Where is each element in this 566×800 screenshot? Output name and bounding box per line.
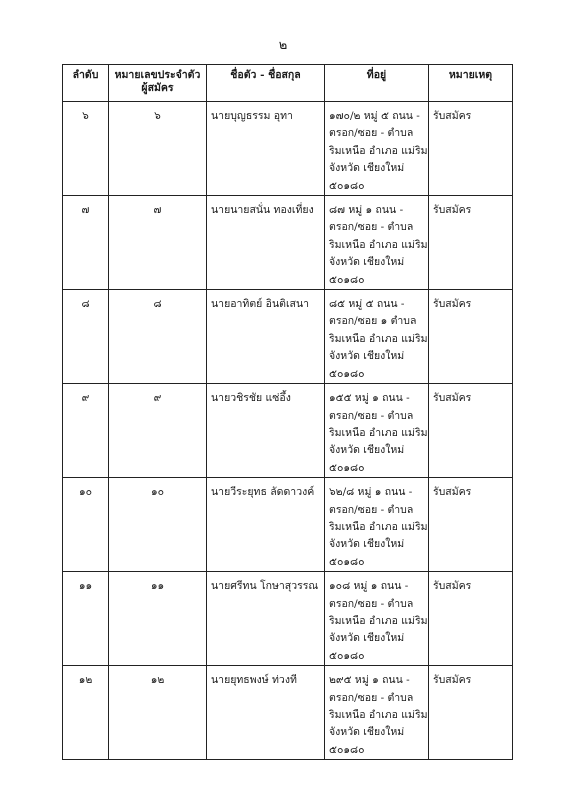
address-line: ๘๗ หมู่ ๑ ถนน - [329,204,404,217]
candidate-id-cell: ๘ [109,290,207,384]
table-row [63,290,513,384]
name-cell: นายอาทิตย์ อินติเสนา [207,290,325,384]
page-number: ๒ [278,38,288,53]
address-line: ๕๐๑๘๐ [329,273,365,286]
header-order: ลำดับ [63,65,109,102]
address-line: จังหวัด เชียงใหม่ [329,162,405,175]
name-cell: นายยุทธพงษ์ ท่วงที [207,666,325,760]
table-row [63,384,513,478]
address-line: ๑๐๘ หมู่ ๑ ถนน - [329,580,409,593]
address-cell [325,572,429,666]
note-cell: รับสมัคร [429,384,513,478]
candidate-id-cell: ๑๒ [109,666,207,760]
address-line: จังหวัด เชียงใหม่ [329,632,405,645]
address-line: ๕๐๑๘๐ [329,461,365,474]
address-cell [325,666,429,760]
candidate-id-cell: ๖ [109,102,207,196]
candidate-id-cell: ๙ [109,384,207,478]
address-line: ๕๐๑๘๐ [329,367,365,380]
order-cell: ๘ [63,290,109,384]
name-cell: นายวีระยุทธ ลัดดาวงค์ [207,478,325,572]
header-note: หมายเหตุ [429,65,513,102]
address-line: ตรอก/ซอย - ตำบล [329,127,414,140]
note-cell: รับสมัคร [429,478,513,572]
address-line: ๕๐๑๘๐ [329,179,365,192]
address-line: ริมเหนือ อำเภอ แม่ริม [329,709,428,721]
header-candidate-id: หมายเลขประจำตัว ผู้สมัคร [109,65,207,102]
note-cell: รับสมัคร [429,290,513,384]
name-cell: นายวชิรชัย แซ่อึ้ง [207,384,325,478]
address-line: ริมเหนือ อำเภอ แม่ริม [329,332,428,345]
order-cell: ๑๒ [63,666,109,760]
address-line: ตรอก/ซอย - ตำบล [329,503,414,516]
address-line: ริมเหนือ อำเภอ แม่ริม [329,426,428,439]
note-cell: รับสมัคร [429,666,513,760]
address-line: ตรอก/ซอย - ตำบล [329,221,414,234]
order-cell: ๙ [63,384,109,478]
order-cell: ๑๑ [63,572,109,666]
address-line: ๑๕๕ หมู่ ๑ ถนน - [329,392,410,405]
order-cell: ๗ [63,196,109,290]
address-line: ๖๒/๘ หมู่ ๑ ถนน - [329,486,413,499]
address-cell [325,478,429,572]
note-cell: รับสมัคร [429,196,513,290]
address-line: ตรอก/ซอย - ตำบล [329,597,414,610]
note-cell: รับสมัคร [429,102,513,196]
address-line: ตรอก/ซอย - ตำบล [329,691,414,704]
name-cell: นายนายสนั่น ทองเที่ยง [207,196,325,290]
header-name: ชื่อตัว - ชื่อสกุล [207,65,325,102]
address-line: ตรอก/ซอย ๑ ตำบล [329,315,417,328]
address-line: ริมเหนือ อำเภอ แม่ริม [329,144,428,157]
table-header-row [63,65,513,102]
table-row [63,666,513,760]
address-line: ๒๙๕ หมู่ ๑ ถนน - [329,674,410,687]
address-cell [325,290,429,384]
table-row [63,478,513,572]
header-address: ที่อยู่ [325,65,429,102]
address-line: ริมเหนือ อำเภอ แม่ริม [329,520,428,533]
address-cell [325,384,429,478]
address-line: ๕๐๑๘๐ [329,743,365,756]
address-line: ริมเหนือ อำเภอ แม่ริม [329,614,428,627]
order-cell: ๖ [63,102,109,196]
address-line: ๘๕ หมู่ ๕ ถนน - [329,298,405,311]
address-cell [325,102,429,196]
note-cell: รับสมัคร [429,572,513,666]
table-row [63,102,513,196]
order-cell: ๑๐ [63,478,109,572]
candidate-id-cell: ๑๑ [109,572,207,666]
address-line: จังหวัด เชียงใหม่ [329,350,405,363]
candidate-table [62,64,513,760]
candidate-id-cell: ๗ [109,196,207,290]
address-line: ริมเหนือ อำเภอ แม่ริม [329,238,428,251]
address-line: จังหวัด เชียงใหม่ [329,726,405,739]
name-cell: นายศรีทน โกษาสุวรรณ [207,572,325,666]
name-cell: นายบุญธรรม อุทา [207,102,325,196]
address-line: ๕๐๑๘๐ [329,649,365,662]
address-line: ๕๐๑๘๐ [329,555,365,568]
address-line: จังหวัด เชียงใหม่ [329,538,405,551]
table-row [63,196,513,290]
address-line: จังหวัด เชียงใหม่ [329,444,405,457]
address-line: ตรอก/ซอย - ตำบล [329,409,414,422]
address-line: ๑๗๐/๒ หมู่ ๕ ถนน - [329,110,420,122]
address-line: จังหวัด เชียงใหม่ [329,256,405,269]
address-cell [325,196,429,290]
table-row [63,572,513,666]
candidate-id-cell: ๑๐ [109,478,207,572]
